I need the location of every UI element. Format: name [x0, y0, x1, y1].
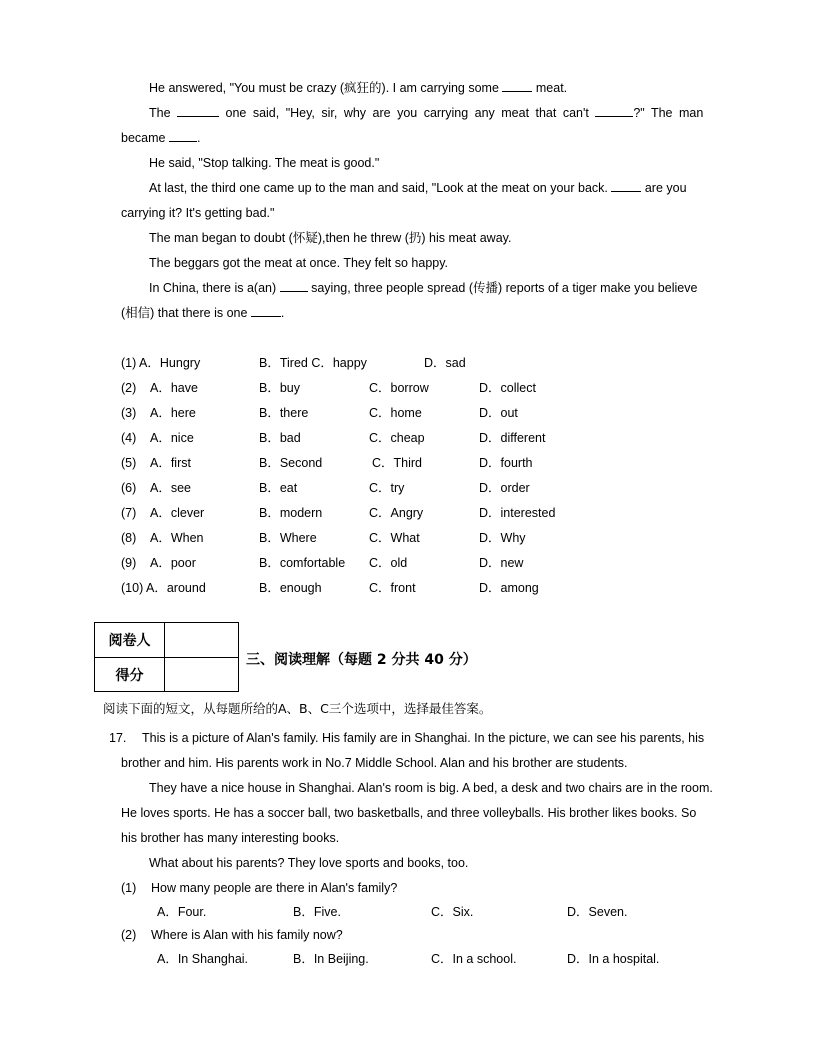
- answer-blank: [177, 105, 219, 117]
- option-b: B．comfortable: [259, 556, 346, 570]
- score-table: [94, 622, 239, 692]
- answer-blank: [595, 105, 633, 117]
- question-number: (3): [121, 406, 137, 420]
- option-c: C．Six.: [431, 905, 474, 919]
- option-d: D．order: [479, 481, 530, 495]
- passage-line: (相信) that there is one .: [121, 306, 285, 320]
- option-a: A．clever: [150, 506, 205, 520]
- option-a: A．nice: [150, 431, 194, 445]
- passage-line: In China, there is a(an) saying, three people spread (传播) reports of a tiger make you believe: [149, 281, 698, 295]
- passage-line: became .: [121, 131, 201, 145]
- option-b: B．Second: [259, 456, 323, 470]
- passage-line: They have a nice house in Shanghai. Alan's room is big. A bed, a desk and two chairs are in the room.: [149, 781, 713, 795]
- question-number: (4): [121, 431, 137, 445]
- option-a: A．here: [150, 406, 196, 420]
- option-b: B．eat: [259, 481, 298, 495]
- option-b: B．enough: [259, 581, 322, 595]
- option-b: B．there: [259, 406, 309, 420]
- option-d: D．fourth: [479, 456, 533, 470]
- answer-blank: [611, 180, 641, 192]
- question-number: (6): [121, 481, 137, 495]
- question-number: 17.: [109, 731, 127, 745]
- passage-line: his brother has many interesting books.: [121, 831, 340, 845]
- option-c: C．front: [369, 581, 416, 595]
- option-a: A．see: [150, 481, 191, 495]
- option-d: D．different: [479, 431, 546, 445]
- option-d: D．In a hospital.: [567, 952, 660, 966]
- answer-blank: [251, 305, 281, 317]
- option-c: C．borrow: [369, 381, 429, 395]
- option-d: D．new: [479, 556, 524, 570]
- reviewer-label: 阅卷人: [95, 623, 165, 657]
- option-d: D．among: [479, 581, 539, 595]
- passage-line: He answered, "You must be crazy (疯狂的). I am carrying some meat.: [149, 81, 568, 95]
- question-number: (7): [121, 506, 137, 520]
- option-d: D．sad: [424, 356, 466, 370]
- question-number: (1) A．Hungry: [121, 356, 201, 370]
- sub-question-text: Where is Alan with his family now?: [151, 928, 343, 942]
- option-b: B．Five.: [293, 905, 341, 919]
- option-b: B．In Beijing.: [293, 952, 369, 966]
- score-label: 得分: [95, 658, 165, 692]
- sub-question-number: (1): [121, 881, 137, 895]
- answer-blank: [502, 80, 532, 92]
- section-title: 三、阅读理解（每题 2 分共 40 分）: [246, 652, 477, 668]
- reviewer-cell: [165, 623, 238, 657]
- section-instruction: 阅读下面的短文，从每题所给的A、B、C三个选项中，选择最佳答案。: [103, 701, 492, 716]
- passage-line: This is a picture of Alan's family. His family are in Shanghai. In the picture, we can see his parents, his: [142, 731, 705, 745]
- option-c: C．Third: [372, 456, 423, 470]
- option-b: B．Where: [259, 531, 317, 545]
- sub-question-text: How many people are there in Alan's family?: [151, 881, 398, 895]
- option-a: A．poor: [150, 556, 196, 570]
- passage-line: He loves sports. He has a soccer ball, two basketballs, and three volleyballs. His brother likes books. So: [121, 806, 697, 820]
- option-a: A．In Shanghai.: [157, 952, 249, 966]
- score-row: [95, 658, 238, 692]
- question-number: (10) A．around: [121, 581, 206, 595]
- option-a: A．When: [150, 531, 204, 545]
- option-d: D．Why: [479, 531, 526, 545]
- question-number: (2): [121, 381, 137, 395]
- option-a: A．have: [150, 381, 198, 395]
- passage-line: The beggars got the meat at once. They felt so happy.: [149, 256, 449, 270]
- option-a: A．first: [150, 456, 191, 470]
- answer-blank: [280, 280, 308, 292]
- option-c: C．Angry: [369, 506, 424, 520]
- passage-line: What about his parents? They love sports and books, too.: [149, 856, 469, 870]
- option-d: D．collect: [479, 381, 536, 395]
- passage-line: carrying it? It's getting bad.": [121, 206, 275, 220]
- option-c: C．cheap: [369, 431, 425, 445]
- question-number: (8): [121, 531, 137, 545]
- option-b: B．Tired C．happy: [259, 356, 367, 370]
- option-d: D．out: [479, 406, 518, 420]
- option-c: C．try: [369, 481, 405, 495]
- option-b: B．modern: [259, 506, 323, 520]
- option-c: C．old: [369, 556, 408, 570]
- question-number: (9): [121, 556, 137, 570]
- passage-line: brother and him. His parents work in No.7 Middle School. Alan and his brother are students.: [121, 756, 628, 770]
- passage-line: At last, the third one came up to the man and said, "Look at the meat on your back. are you: [149, 181, 687, 195]
- option-b: B．buy: [259, 381, 300, 395]
- option-c: C．In a school.: [431, 952, 517, 966]
- passage-line: He said, "Stop talking. The meat is good.": [149, 156, 380, 170]
- passage-line: The man began to doubt (怀疑),then he threw (扔) his meat away.: [149, 231, 512, 245]
- answer-blank: [169, 130, 197, 142]
- option-d: D．Seven.: [567, 905, 628, 919]
- option-c: C．What: [369, 531, 420, 545]
- option-c: C．home: [369, 406, 422, 420]
- question-number: (5): [121, 456, 137, 470]
- option-b: B．bad: [259, 431, 301, 445]
- passage-line: The one said, "Hey, sir, why are you carrying any meat that can't ?" The man: [149, 106, 704, 120]
- option-a: A．Four.: [157, 905, 207, 919]
- score-cell: [165, 658, 238, 692]
- option-d: D．interested: [479, 506, 556, 520]
- sub-question-number: (2): [121, 928, 137, 942]
- reviewer-row: [95, 623, 238, 658]
